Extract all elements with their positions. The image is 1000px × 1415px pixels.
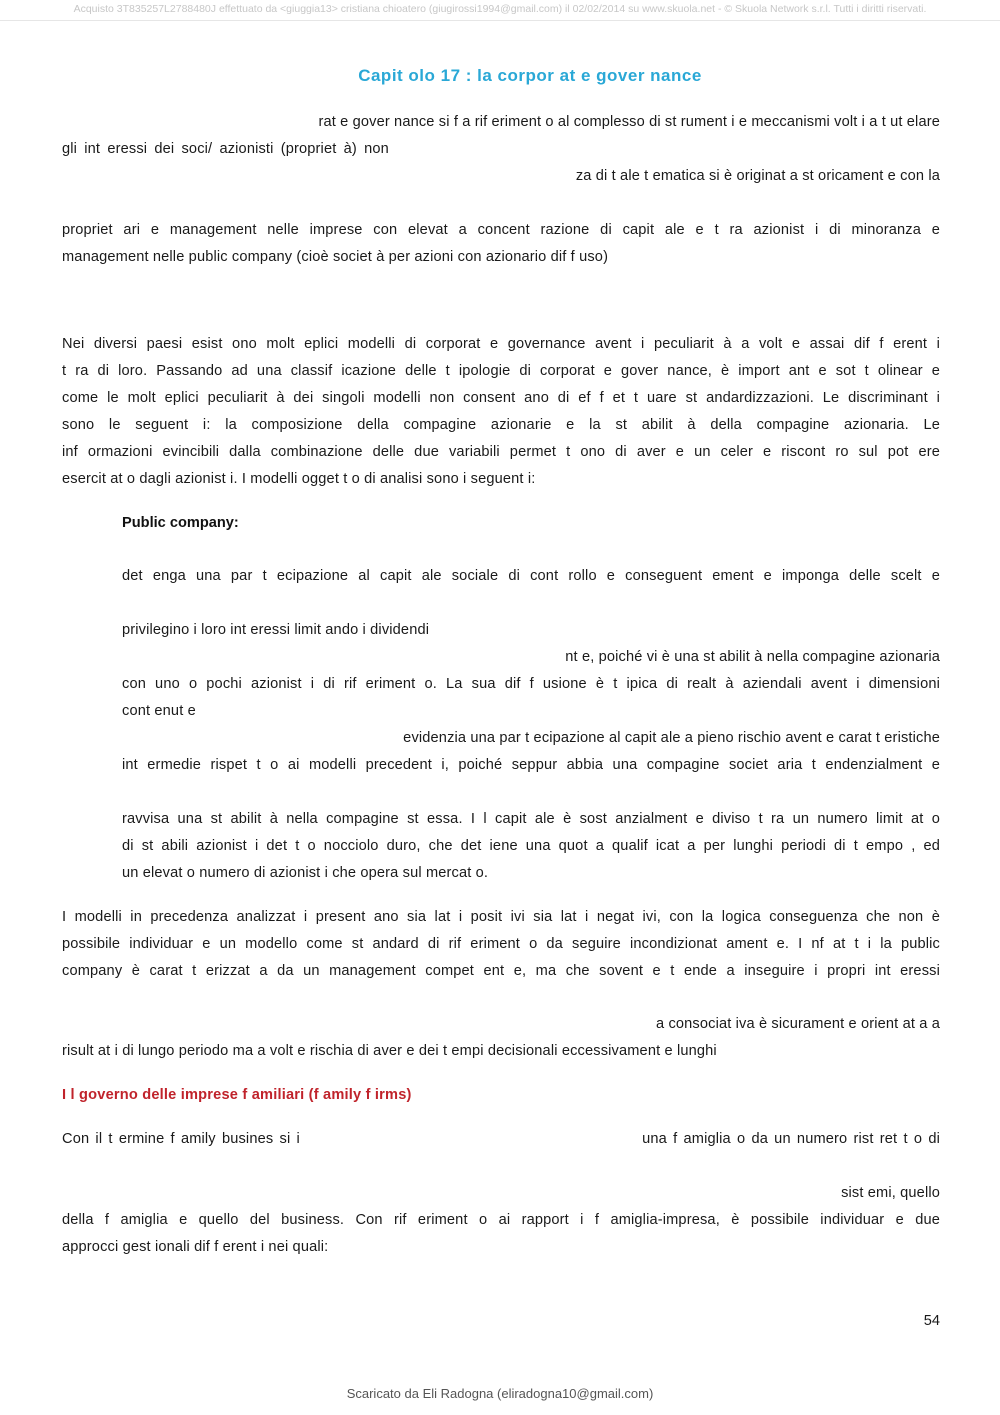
- page-number: 54: [923, 1313, 940, 1329]
- paragraph-line: company è carat t erizzat a da un management compet ent e, ma che sovent e t ende a inseguire i propri int eressi: [62, 963, 940, 979]
- paragraph-line: t ra di loro. Passando ad una classif icazione delle t ipologie di corporat e gover nance, è import ant e sot t olinear e: [62, 363, 940, 379]
- paragraph-line: det enga una par t ecipazione al capit ale sociale di cont rollo e conseguent ement e imponga delle scelt e: [122, 568, 940, 584]
- public-company-heading: Public company:: [122, 515, 239, 531]
- paragraph-line: ravvisa una st abilit à nella compagine st essa. I l capit ale è sost anzialment e diviso t ra un numero limit at o: [122, 811, 940, 827]
- paragraph-line: inf ormazioni evincibili dalla combinazione delle due variabili permet t ono di aver e un celer e riscont ro sul pot ere: [62, 444, 940, 460]
- paragraph-line: esercit at o dagli azionist i. I modelli ogget t o di analisi sono i seguent i:: [62, 471, 536, 487]
- paragraph-line: rat e gover nance si f a rif eriment o al complesso di st rument i e meccanismi volt i a t ut elare: [318, 114, 940, 130]
- paragraph-line: Nei diversi paesi esist ono molt eplici modelli di corporat e governance avent i peculiarit à a volt e assai dif f erent i: [62, 336, 940, 352]
- paragraph-line: sist emi, quello: [841, 1185, 940, 1201]
- purchase-watermark: Acquisto 3T835257L2788480J effettuato da <giuggia13> cristiana chioatero (giugirossi1994@gmail.com) il 02/02/2014 su www.skuola.net - © Skuola Network s.r.l. Tutti i diritti riservati.: [73, 3, 927, 15]
- paragraph-line: con uno o pochi azionist i di rif eriment o. La sua dif f usione è t ipica di realt à aziendali avent i dimensioni: [122, 676, 940, 692]
- paragraph-line: I modelli in precedenza analizzat i present ano sia lat i posit ivi sia lat i negat ivi, con la logica conseguenza che non è: [62, 909, 940, 925]
- paragraph-line: cont enut e: [122, 703, 196, 719]
- paragraph-line: un elevat o numero di azionist i che opera sul mercat o.: [122, 865, 489, 881]
- chapter-title: Capit olo 17 : la corpor at e gover nance: [358, 66, 702, 85]
- paragraph-line: gli int eressi dei soci/ azionisti (propriet à) non: [62, 141, 389, 157]
- paragraph-line: come le molt eplici peculiarit à dei singoli modelli non consent ano di ef f et t uare st andardizzazioni. Le discriminant i: [62, 390, 940, 406]
- header-divider: [0, 20, 1000, 21]
- paragraph-line: int ermedie rispet t o ai modelli precedent i, poiché seppur abbia una compagine societ aria t endenzialment e: [122, 757, 940, 773]
- download-footer: Scaricato da Eli Radogna (eliradogna10@gmail.com): [346, 1386, 654, 1401]
- section-heading-family-firms: I l governo delle imprese f amiliari (f amily f irms): [62, 1087, 412, 1103]
- paragraph-line: management nelle public company (cioè societ à per azioni con azionario dif f uso): [62, 249, 609, 265]
- paragraph-line: possibile individuar e un modello come st andard di rif eriment o da seguire incondizionat ament e. I nf at t i la public: [62, 936, 940, 952]
- paragraph-line: propriet ari e management nelle imprese con elevat a concent razione di capit ale e t ra azionist i di minoranza e: [62, 222, 940, 238]
- paragraph-line: risult at i di lungo periodo ma a volt e rischia di aver e dei t empi decisionali eccessivament e lunghi: [62, 1043, 717, 1059]
- paragraph-line: approcci gest ionali dif f erent i nei quali:: [62, 1239, 329, 1255]
- paragraph-line: sono le seguent i: la composizione della compagine azionarie e la st abilit à della compagine azionaria. Le: [62, 417, 940, 433]
- paragraph-line: a consociat iva è sicurament e orient at a a: [655, 1016, 940, 1032]
- paragraph-line: nt e, poiché vi è una st abilit à nella compagine azionaria: [565, 649, 940, 665]
- paragraph-line: di st abili azionist i det t o nocciolo duro, che det iene una quot a qualif icat a per lunghi periodi di t empo , ed: [122, 838, 940, 854]
- paragraph-line: della f amiglia e quello del business. Con rif eriment o ai rapport i f amiglia-impresa, è possibile individuar e due: [62, 1212, 940, 1228]
- paragraph-line: Con il t ermine f amily busines si i: [62, 1131, 300, 1147]
- paragraph-line: privilegino i loro int eressi limit ando i dividendi: [122, 622, 430, 638]
- paragraph-line: una f amiglia o da un numero rist ret t o di: [642, 1131, 940, 1147]
- paragraph-line: evidenzia una par t ecipazione al capit ale a pieno rischio avent e carat t eristiche: [403, 730, 940, 746]
- paragraph-line: za di t ale t ematica si è originat a st oricament e con la: [575, 168, 940, 184]
